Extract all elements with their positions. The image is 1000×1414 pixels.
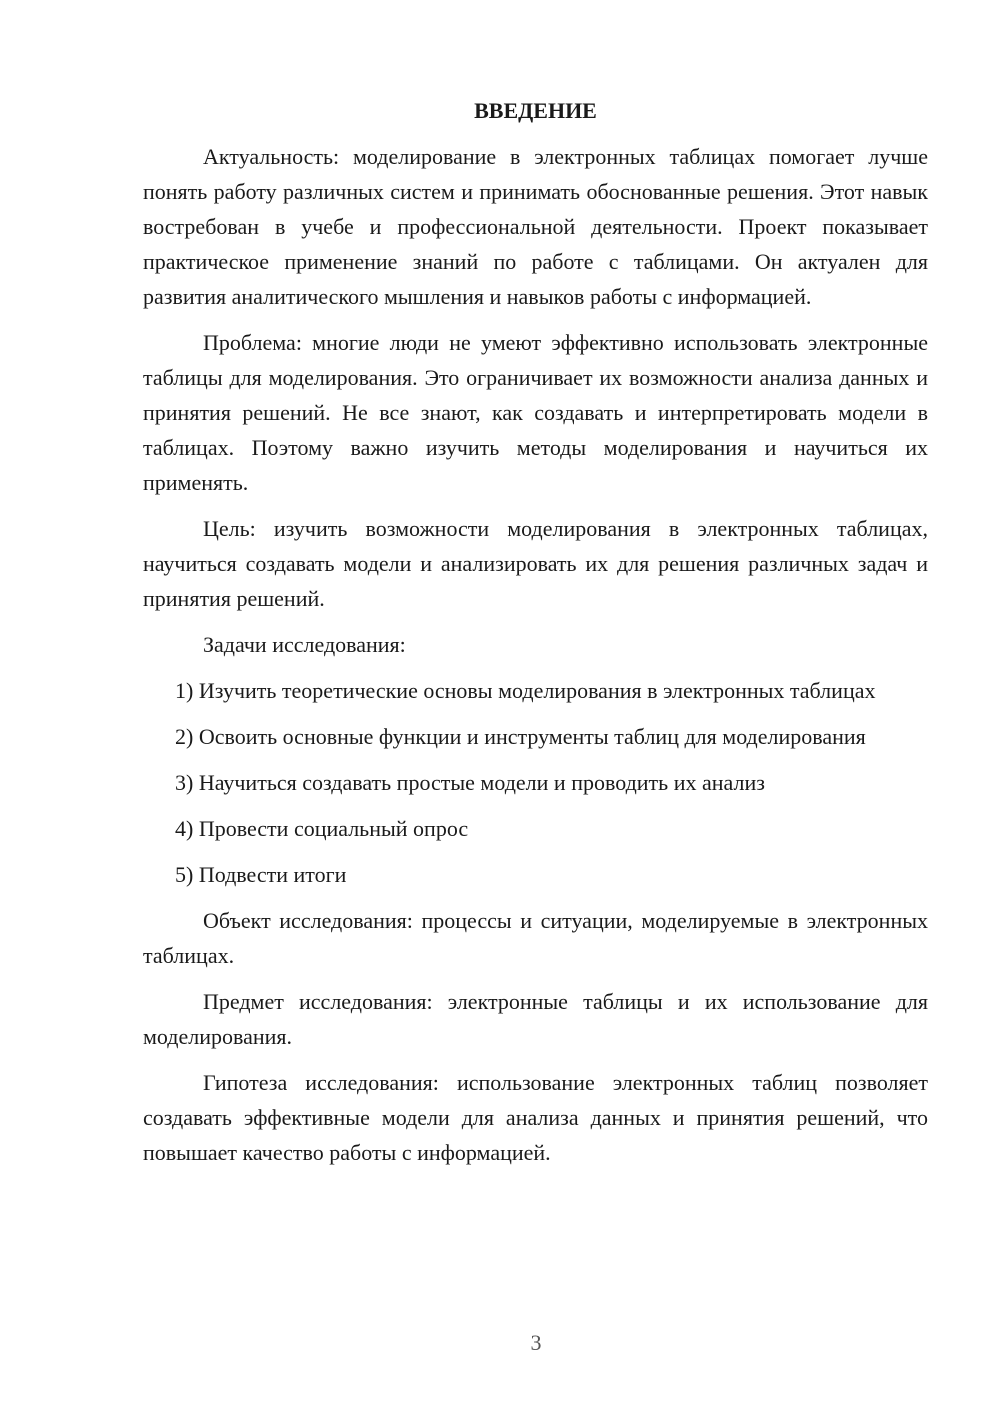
task-item: 5) Подвести итоги (175, 862, 347, 887)
object-paragraph: Объект исследования: процессы и ситуации, моделируемые в электронных таблицах. (143, 908, 928, 968)
page-number: 3 (530, 1330, 542, 1355)
task-item: 4) Провести социальный опрос (175, 816, 469, 841)
task-item: 1) Изучить теоретические основы моделирования в электронных таблицах (175, 678, 876, 703)
task-item: 2) Освоить основные функции и инструменты таблиц для моделирования (175, 724, 866, 749)
page-content (143, 93, 928, 1181)
task-item: 3) Научиться создавать простые модели и проводить их анализ (175, 770, 765, 795)
subject-paragraph: Предмет исследования: электронные таблицы и их использование для моделирования. (143, 989, 928, 1049)
hypothesis-paragraph: Гипотеза исследования: использование электронных таблиц позволяет создавать эффективные модели для анализа данных и принятия решений, что повышает качество работы с информацией. (143, 1070, 928, 1165)
relevance-paragraph: Актуальность: моделирование в электронных таблицах помогает лучше понять работу различных систем и принимать обоснованные решения. Этот навык востребован в учебе и профессиональной деятельности. Проект показывает практическое применение знаний по работе с таблицами. Он актуален для развития аналитического мышления и навыков работы с информацией. (143, 144, 928, 309)
problem-paragraph: Проблема: многие люди не умеют эффективно использовать электронные таблицы для моделирования. Это ограничивает их возможности анализа данных и принятия решений. Не все знают, как создавать и интерпретировать модели в таблицах. Поэтому важно изучить методы моделирования и научиться их применять. (143, 330, 928, 495)
goal-paragraph: Цель: изучить возможности моделирования в электронных таблицах, научиться создавать модели и анализировать их для решения различных задач и принятия решений. (143, 516, 928, 611)
tasks-heading: Задачи исследования: (203, 632, 406, 657)
section-title: ВВЕДЕНИЕ (474, 98, 597, 123)
